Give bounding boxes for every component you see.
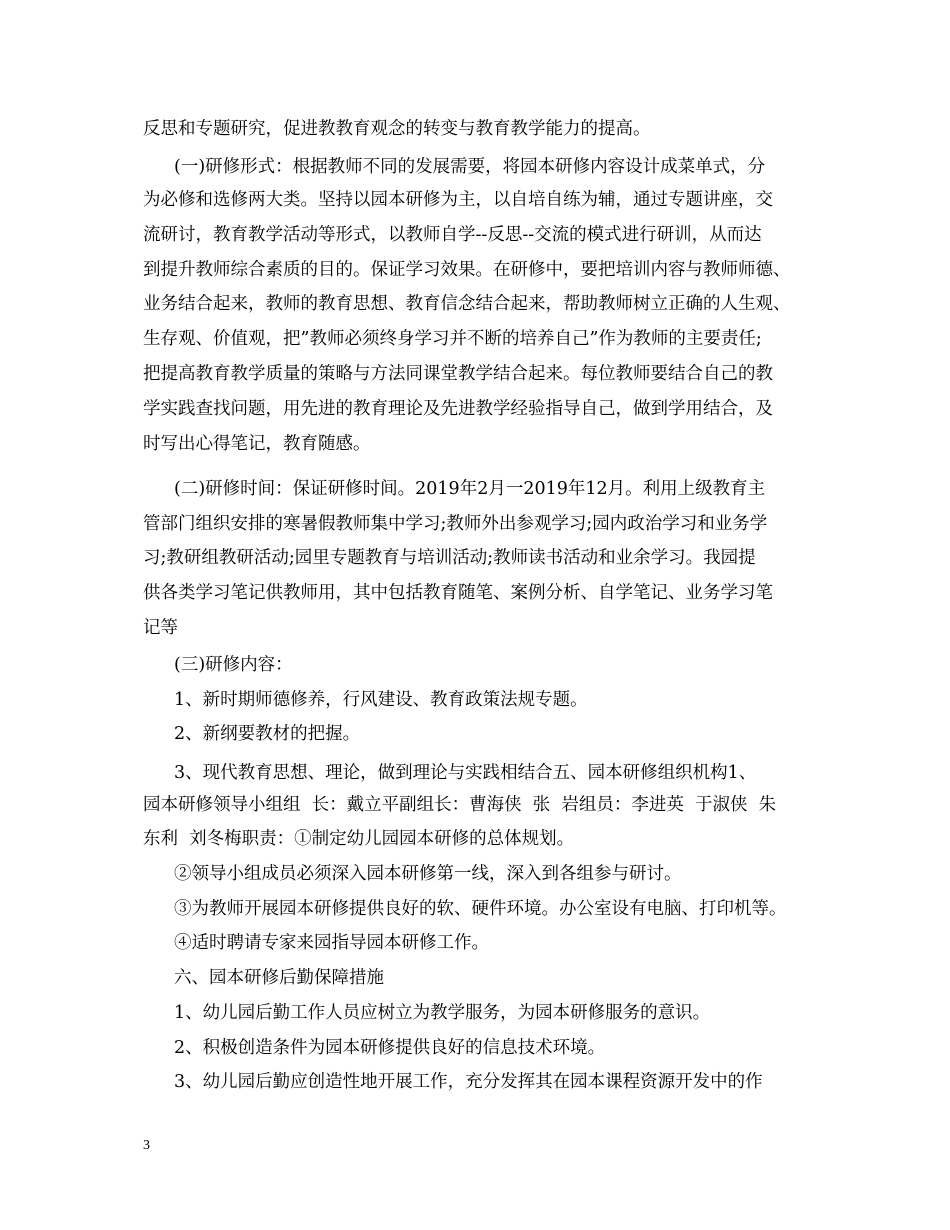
text-line: 六、园本研修后勤保障措施 xyxy=(174,968,384,988)
page-number: 3 xyxy=(143,1138,150,1153)
text-line: ④适时聘请专家来园指导园本研修工作。 xyxy=(174,933,489,953)
text-line: 2、新纲要教材的把握。 xyxy=(174,724,361,744)
text-line: ②领导小组成员必须深入园本研修第一线，深入到各组参与研讨。 xyxy=(174,864,682,884)
text-line: 3、现代教育思想、理论，做到理论与实践相结合五、园本研修组织机构1、 xyxy=(174,763,757,783)
text-line: 为必修和选修两大类。坚持以园本研修为主，以自培自练为辅，通过专题讲座，交 xyxy=(143,190,773,210)
text-line: 把提高教育教学质量的策略与方法同课堂教学结合起来。每位教师要结合自己的教 xyxy=(143,364,773,384)
text-line: (二)研修时间：保证研修时间。2019年2月一2019年12月。利用上级教育主 xyxy=(174,479,766,499)
text-line: 管部门组织安排的寒暑假教师集中学习;教师外出参观学习;园内政治学习和业务学 xyxy=(143,514,768,534)
text-line: 生存观、价值观，把”教师必须终身学习并不断的培养自己”作为教师的主要责任; xyxy=(143,329,762,349)
text-line: 3、幼儿园后勤应创造性地开展工作，充分发挥其在园本课程资源开发中的作 xyxy=(174,1072,763,1092)
text-line: 园本研修领导小组组 长：戴立平副组长：曹海侠 张 岩组员：李进英 于淑侠 朱 xyxy=(143,795,777,815)
text-line: 反思和专题研究，促进教教育观念的转变与教育教学能力的提高。 xyxy=(143,119,651,139)
text-line: 记等 xyxy=(143,618,178,638)
text-line: 2、积极创造条件为园本研修提供良好的信息技术环境。 xyxy=(174,1038,606,1058)
text-line: (一)研修形式：根据教师不同的发展需要，将园本研修内容设计成菜单式，分 xyxy=(174,157,766,177)
text-line: 1、幼儿园后勤工作人员应树立为教学服务，为园本研修服务的意识。 xyxy=(174,1003,711,1023)
text-line: 时写出心得笔记，教育随感。 xyxy=(143,434,371,454)
text-line: 业务结合起来，教师的教育思想、教育信念结合起来，帮助教师树立正确的人生观、 xyxy=(143,294,791,314)
text-line: 东利 刘冬梅职责：①制定幼儿园园本研修的总体规划。 xyxy=(143,829,575,849)
text-line: (三)研修内容： xyxy=(174,655,293,675)
text-line: 习;教研组教研活动;园里专题教育与培训活动;教师读书活动和业余学习。我园提 xyxy=(143,548,756,568)
text-line: 流研讨，教育教学活动等形式，以教师自学--反思--交流的模式进行研训，从而达 xyxy=(143,225,762,245)
text-line: 1、新时期师德修养，行风建设、教育政策法规专题。 xyxy=(174,690,588,710)
text-line: 供各类学习笔记供教师用，其中包括教育随笔、案例分析、自学笔记、业务学习笔 xyxy=(143,583,773,603)
text-line: ③为教师开展园本研修提供良好的软、硬件环境。办公室设有电脑、打印机等。 xyxy=(174,899,787,919)
text-line: 到提升教师综合素质的目的。保证学习效果。在研修中，要把培训内容与教师师德、 xyxy=(143,260,791,280)
text-line: 学实践查找问题，用先进的教育理论及先进教学经验指导自己，做到学用结合，及 xyxy=(143,399,773,419)
